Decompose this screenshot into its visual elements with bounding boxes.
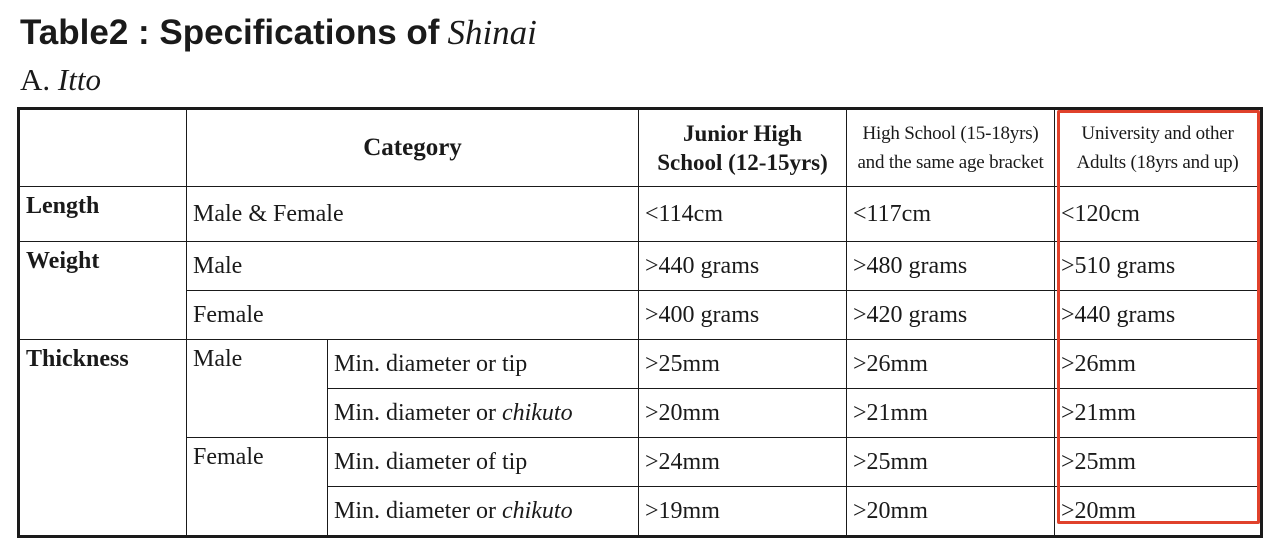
table-row-weight-male	[19, 242, 1262, 291]
thickness-male-chikuto-measure-prefix: Min. diameter or	[334, 399, 502, 426]
row-label-length: Length	[19, 187, 187, 242]
specifications-table	[17, 107, 1263, 538]
weight-male-high-school: >480 grams	[847, 242, 1055, 291]
weight-female-university: >440 grams	[1055, 291, 1262, 340]
thickness-male-chikuto-junior-high: >20mm	[639, 389, 847, 438]
thickness-female-tip-measure: Min. diameter of tip	[328, 438, 639, 487]
length-category: Male & Female	[187, 187, 639, 242]
document-title-emphasis: Shinai	[447, 13, 537, 52]
thickness-male-chikuto-measure-emphasis: chikuto	[501, 399, 573, 426]
section-subtitle-prefix: A.	[20, 62, 51, 97]
thickness-female-tip-high-school: >25mm	[847, 438, 1055, 487]
thickness-female-chikuto-measure-emphasis: chikuto	[501, 497, 573, 524]
weight-male-category: Male	[187, 242, 639, 291]
header-high-school-line2: and the same age bracket	[857, 152, 1044, 173]
header-university-line1: University and other	[1081, 123, 1234, 144]
thickness-female-chikuto-measure-prefix: Min. diameter or	[334, 497, 502, 524]
thickness-female-chikuto-university: >20mm	[1055, 487, 1262, 537]
thickness-female-tip-university: >25mm	[1055, 438, 1262, 487]
row-label-weight: Weight	[19, 242, 187, 340]
weight-female-junior-high: >400 grams	[639, 291, 847, 340]
section-subtitle-emphasis: Itto	[57, 62, 101, 97]
header-high-school	[847, 109, 1055, 187]
table-row-length	[19, 187, 1262, 242]
weight-male-university: >510 grams	[1055, 242, 1262, 291]
document-title	[20, 12, 537, 54]
thickness-male-tip-university: >26mm	[1055, 340, 1262, 389]
header-junior-high	[639, 109, 847, 187]
thickness-male-chikuto-measure	[328, 389, 639, 438]
header-high-school-line1: High School (15-18yrs)	[862, 123, 1039, 144]
thickness-male-chikuto-university: >21mm	[1055, 389, 1262, 438]
thickness-female-category: Female	[187, 438, 328, 537]
header-junior-high-line1: Junior High	[682, 121, 803, 146]
thickness-male-category: Male	[187, 340, 328, 438]
header-junior-high-line2: School (12-15yrs)	[657, 150, 828, 175]
thickness-female-tip-junior-high: >24mm	[639, 438, 847, 487]
header-university-line2: Adults (18yrs and up)	[1076, 152, 1239, 173]
section-subtitle	[20, 62, 101, 98]
table-row-thickness-female-tip	[19, 438, 1262, 487]
table-header-row	[19, 109, 1262, 187]
weight-female-category: Female	[187, 291, 639, 340]
header-empty-cell	[19, 109, 187, 187]
thickness-female-chikuto-measure	[328, 487, 639, 537]
thickness-male-tip-junior-high: >25mm	[639, 340, 847, 389]
thickness-female-chikuto-high-school: >20mm	[847, 487, 1055, 537]
thickness-male-tip-measure: Min. diameter or tip	[328, 340, 639, 389]
document-title-main: Table2 : Specifications of	[20, 13, 440, 52]
header-university	[1055, 109, 1262, 187]
weight-male-junior-high: >440 grams	[639, 242, 847, 291]
length-university: <120cm	[1055, 187, 1262, 242]
table-row-weight-female	[19, 291, 1262, 340]
length-high-school: <117cm	[847, 187, 1055, 242]
weight-female-high-school: >420 grams	[847, 291, 1055, 340]
row-label-thickness: Thickness	[19, 340, 187, 537]
length-junior-high: <114cm	[639, 187, 847, 242]
thickness-male-chikuto-high-school: >21mm	[847, 389, 1055, 438]
header-category: Category	[187, 109, 639, 187]
thickness-male-tip-high-school: >26mm	[847, 340, 1055, 389]
table-row-thickness-male-tip	[19, 340, 1262, 389]
thickness-female-chikuto-junior-high: >19mm	[639, 487, 847, 537]
